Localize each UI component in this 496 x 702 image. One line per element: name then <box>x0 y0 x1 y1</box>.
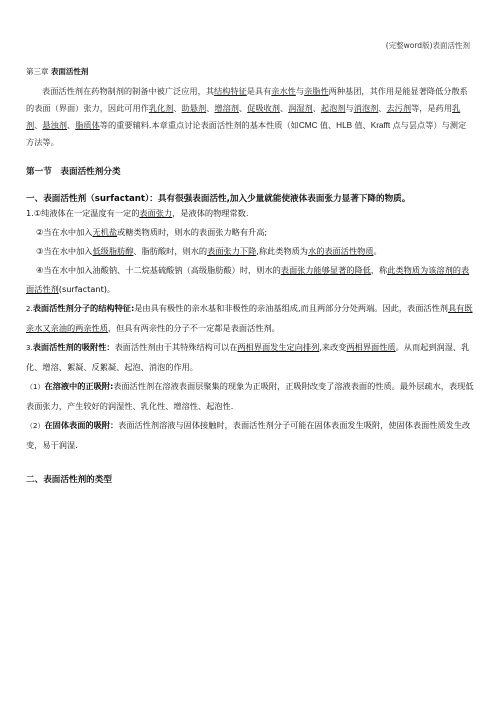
intro-term: 增溶剂 <box>214 103 239 113</box>
bold-term: 在固体表面的吸附： <box>44 420 119 430</box>
item1-line1 <box>26 204 474 223</box>
part2-heading: 二、表面活性剂的类型 <box>26 475 112 485</box>
item-number: （1） <box>26 383 45 391</box>
intro-term: 起泡剂 <box>320 103 346 113</box>
text: 。 <box>373 246 382 256</box>
text: ，但具有两亲性的分子不一定都是表面活性剂。 <box>107 323 280 333</box>
text: ,称此类物质为 <box>256 246 308 256</box>
text: 。从而起到润湿、乳化、增溶、絮凝、反絮凝、起泡、消泡的作用。 <box>26 342 470 372</box>
intro-term: 亲脂性 <box>304 86 329 96</box>
bold-term: 表面活性剂的吸附性： <box>32 342 115 352</box>
intro-text: 、 <box>173 103 182 113</box>
intro-term: 乳化剂 <box>148 103 174 113</box>
item-number: （2） <box>26 422 45 430</box>
page-header: (完整word版)表面活性剂 <box>385 41 470 50</box>
intro-text: 、 <box>34 120 43 130</box>
intro-term: 悬浊剂 <box>42 120 67 130</box>
section-title: 第一节 表面活性剂分类 <box>26 167 121 177</box>
intro-term: 亲水性 <box>271 86 296 96</box>
item1-line4 <box>26 261 474 299</box>
chapter-label: 第三章 <box>26 67 49 76</box>
intro-text: 、 <box>312 103 321 113</box>
term: 此类物质为该溶剂的表面活性剂 <box>26 265 470 294</box>
text: ，称 <box>370 265 388 275</box>
item3-paragraph <box>26 338 474 377</box>
text: 表面活性剂由于其特殊结构可以在 <box>114 342 238 352</box>
item1-line3 <box>26 242 474 261</box>
intro-text: 是具有 <box>246 86 272 96</box>
text: 表面活性剂溶液与固体接触时，表面活性剂分子可能在固体表面发生吸附，使固体表面性质发生改变，易于润湿. <box>26 420 471 450</box>
intro-text: 与 <box>295 86 305 96</box>
intro-paragraph <box>26 83 474 151</box>
term: 表面张力 <box>139 208 173 218</box>
text: 1.①纯液体在一定温度有一定的 <box>26 208 140 218</box>
part1-label: 一、表面活性剂 <box>26 194 87 204</box>
intro-text: 表面活性剂在药物制剂的制备中被广泛应用，其 <box>42 86 214 96</box>
term: 两相界面发生定向排列 <box>237 342 320 352</box>
intro-text: 等的重要辅料.本章重点讨论表面活性剂的基本性质（如 <box>99 120 299 130</box>
item4-paragraph <box>26 377 474 416</box>
intro-text: 、 <box>238 103 248 113</box>
intro-term: 去污剂 <box>386 103 412 113</box>
term: 表面张力下降 <box>207 246 257 256</box>
document-body <box>26 66 474 485</box>
text: ,来改变 <box>319 342 347 352</box>
text: ，是液体的物理常数. <box>172 208 249 218</box>
intro-term: 消泡剂 <box>353 103 379 113</box>
term: 两相界面性质 <box>346 342 396 352</box>
intro-text: 、 <box>206 103 215 113</box>
chapter-title: 表面活性剂 <box>50 67 89 76</box>
intro-term: 乳剂 <box>26 103 461 130</box>
bold-term: 在溶液中的正吸附: <box>44 381 114 391</box>
chapter-heading <box>26 66 474 77</box>
intro-text: 、 <box>378 103 387 113</box>
term: 水的表面活性物质 <box>308 246 374 256</box>
intro-text: 两种基团，其作用是能显著降低分散系的表面（界面）张力，因此可用作 <box>26 86 468 113</box>
item1-line2 <box>26 223 474 242</box>
text: (surfactant)。 <box>58 284 116 294</box>
intro-text: 与 <box>345 103 354 113</box>
item2-paragraph <box>26 299 474 338</box>
intro-term: 润湿剂 <box>288 103 313 113</box>
intro-term: 结构特征 <box>213 86 247 96</box>
text: 或糖类物质时，则水的表面张力略有升高; <box>117 227 268 237</box>
text: 表面活性剂在溶液表面层聚集的现象为正吸附，正吸附改变了溶液表面的性质。最外层疏水，表现低表面张力，产生较好的润湿性、乳化性、增溶性、起泡性. <box>26 381 474 411</box>
bold-term: 表面活性剂分子的结构特征: <box>32 303 135 313</box>
intro-text: CMC 值、HLB 值、Krafft 点与昙点等）与测定方法等。 <box>26 121 467 147</box>
item5-paragraph <box>26 416 474 455</box>
text: ②当在水中加入 <box>36 227 93 237</box>
term: 无机盐 <box>92 227 118 237</box>
text: 是由具有极性的亲水基和非极性的亲油基组成,而且两部分分处两端。因此，表面活性剂 <box>134 303 448 313</box>
text: 、脂肪酸时，则水的 <box>133 246 208 256</box>
term: 具有既亲水又亲油的两亲性质 <box>26 303 473 333</box>
intro-text: 等，是药用 <box>411 103 453 113</box>
part1-heading <box>26 192 474 204</box>
intro-term: 促吸收剂 <box>247 103 280 113</box>
intro-text: 、 <box>66 120 76 130</box>
part1-definition: （surfactant）：具有很强表面活性,加入少量就能使液体表面张力显著下降的物质。 <box>86 194 411 204</box>
intro-term: 脂质体 <box>75 120 100 130</box>
text: ③当在水中加入 <box>36 246 93 256</box>
term: 低级脂肪醇 <box>92 246 134 256</box>
text: ④当在水中加入油酸钠、十二烷基硫酸钠（高级脂肪酸）时，则水的 <box>36 265 281 275</box>
item-number: 2. <box>26 305 33 313</box>
intro-text: 、 <box>279 103 289 113</box>
term: 表面张力能够显著的降低 <box>280 265 371 275</box>
item-number: 3. <box>26 344 33 352</box>
intro-term: 助悬剂 <box>181 103 207 113</box>
